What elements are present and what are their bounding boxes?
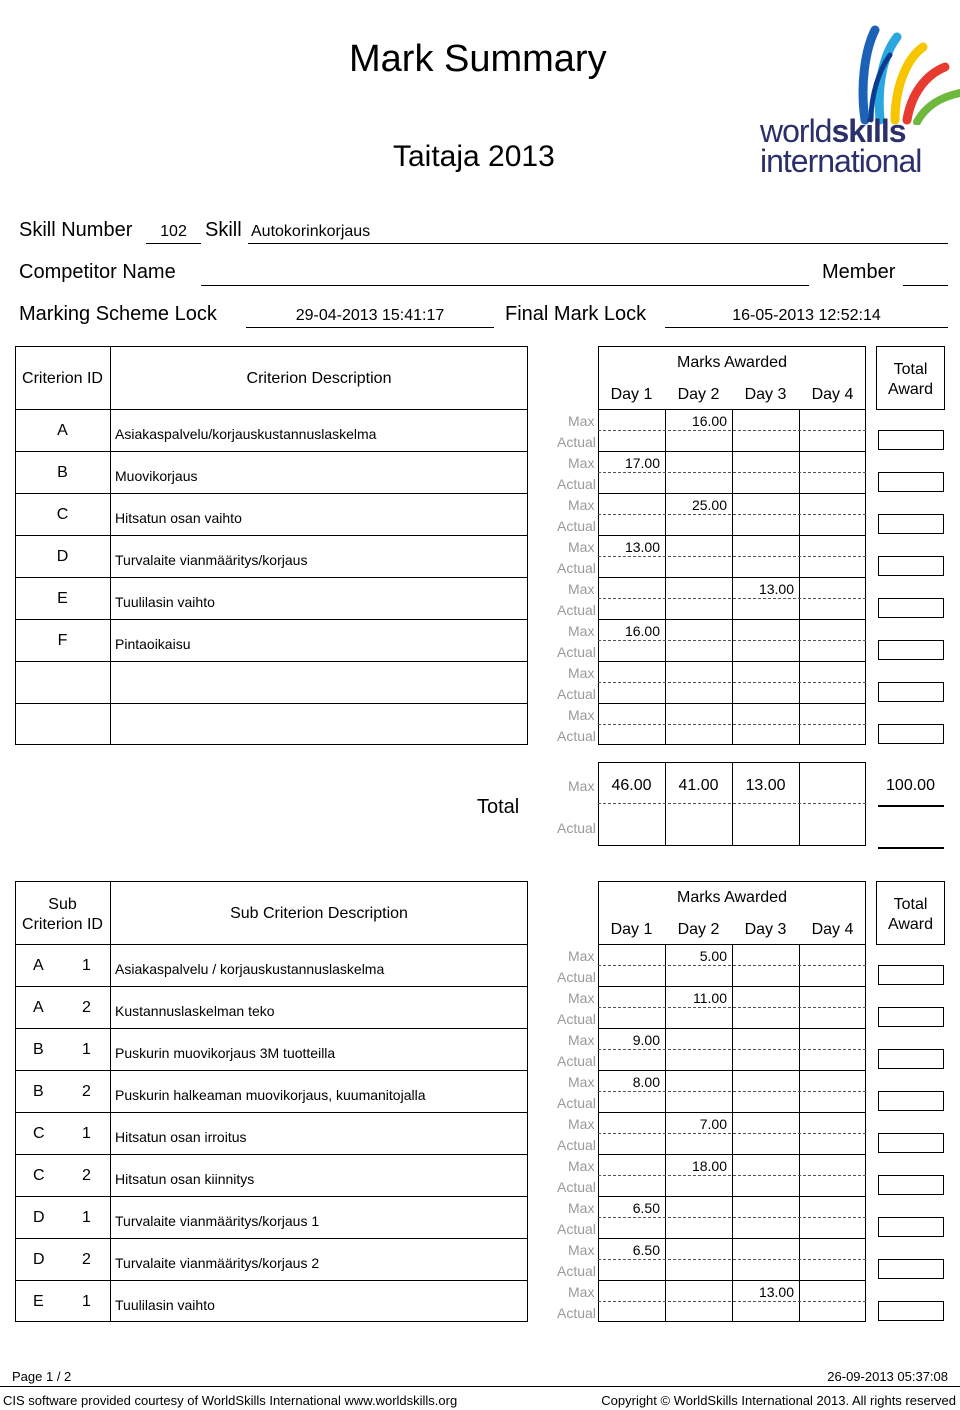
sub-criterion-id-header bbox=[15, 895, 110, 935]
actual-label: Actual bbox=[557, 1011, 596, 1027]
sub-criterion-id-header-line1: Sub bbox=[48, 896, 77, 913]
actual-label: Actual bbox=[557, 728, 596, 744]
competitor-name-label: Competitor Name bbox=[19, 261, 176, 283]
logo-text-world: world bbox=[760, 113, 832, 149]
sub-day-2-header: Day 2 bbox=[677, 921, 720, 938]
day-1-header: Day 1 bbox=[610, 386, 653, 403]
row-id: C bbox=[33, 1125, 45, 1142]
row-description: Puskurin halkeaman muovikorjaus, kuumanitojalla bbox=[115, 1087, 426, 1103]
total-max-label: Max bbox=[568, 778, 595, 794]
row-description: Puskurin muovikorjaus 3M tuotteilla bbox=[115, 1045, 336, 1061]
row-description: Turvalaite vianmääritys/korjaus 1 bbox=[115, 1213, 320, 1229]
row-id-number: 2 bbox=[82, 1167, 91, 1184]
row-id: B bbox=[33, 1083, 44, 1100]
row-id: D bbox=[33, 1251, 45, 1268]
row-description: Hitsatun osan vaihto bbox=[115, 510, 242, 526]
actual-label: Actual bbox=[557, 476, 596, 492]
row-id-number: 1 bbox=[82, 1041, 91, 1058]
total-award-box[interactable] bbox=[878, 1091, 944, 1111]
total-award-header-line2: Award bbox=[887, 381, 934, 398]
max-label: Max bbox=[568, 1200, 595, 1216]
row-description: Turvalaite vianmääritys/korjaus 2 bbox=[115, 1255, 320, 1271]
actual-label: Actual bbox=[557, 1095, 596, 1111]
row-id: E bbox=[57, 590, 68, 607]
actual-label: Actual bbox=[557, 969, 596, 985]
max-label: Max bbox=[568, 1158, 595, 1174]
max-label: Max bbox=[568, 581, 595, 597]
day-3-max-value: 13.00 bbox=[758, 1284, 794, 1300]
total-award-box[interactable] bbox=[878, 1049, 944, 1069]
actual-label: Actual bbox=[557, 1179, 596, 1195]
day-2-max-value: 25.00 bbox=[691, 497, 727, 513]
skill-label: Skill bbox=[205, 219, 242, 241]
row-id: E bbox=[33, 1293, 44, 1310]
row-description: Muovikorjaus bbox=[115, 468, 198, 484]
day-1-max-value: 13.00 bbox=[624, 539, 660, 555]
row-description: Kustannuslaskelman teko bbox=[115, 1003, 275, 1019]
max-label: Max bbox=[568, 497, 595, 513]
row-description: Hitsatun osan kiinnitys bbox=[115, 1171, 255, 1187]
total-award-header-line1: Total bbox=[893, 361, 928, 378]
member-label: Member bbox=[822, 261, 896, 283]
max-label: Max bbox=[568, 1242, 595, 1258]
actual-label: Actual bbox=[557, 1137, 596, 1153]
actual-label: Actual bbox=[557, 686, 596, 702]
max-label: Max bbox=[568, 1074, 595, 1090]
criterion-description-header: Criterion Description bbox=[246, 370, 392, 387]
row-id-number: 2 bbox=[82, 999, 91, 1016]
logo-text-skills: skills bbox=[831, 113, 906, 149]
sub-total-award-header-line2: Award bbox=[887, 916, 934, 933]
row-description: Pintaoikaisu bbox=[115, 636, 191, 652]
sub-day-3-header: Day 3 bbox=[744, 921, 787, 938]
day-2-header: Day 2 bbox=[677, 386, 720, 403]
row-id: D bbox=[56, 548, 69, 565]
day-1-max-value: 6.50 bbox=[632, 1242, 660, 1258]
sub-marks-awarded-header: Marks Awarded bbox=[677, 889, 787, 906]
total-award-box[interactable] bbox=[878, 514, 944, 534]
actual-label: Actual bbox=[557, 1263, 596, 1279]
row-id: B bbox=[33, 1041, 44, 1058]
day-3-header: Day 3 bbox=[744, 386, 787, 403]
day-1-max-value: 9.00 bbox=[632, 1032, 660, 1048]
row-id: C bbox=[56, 506, 69, 523]
row-description: Asiakaspalvelu / korjauskustannuslaskelma bbox=[115, 961, 385, 977]
total-label: Total bbox=[477, 796, 520, 818]
logo-brush-icon bbox=[845, 25, 960, 125]
max-label: Max bbox=[568, 539, 595, 555]
max-label: Max bbox=[568, 948, 595, 964]
row-id: B bbox=[57, 464, 68, 481]
row-description: Asiakaspalvelu/korjauskustannuslaskelma bbox=[115, 426, 377, 442]
total-award-box[interactable] bbox=[878, 472, 944, 492]
total-award-box[interactable] bbox=[878, 682, 944, 702]
skill-number-label: Skill Number bbox=[19, 219, 133, 241]
day-1-max-value: 17.00 bbox=[624, 455, 660, 471]
row-description: Turvalaite vianmääritys/korjaus bbox=[115, 552, 308, 568]
actual-label: Actual bbox=[557, 518, 596, 534]
sub-day-1-header: Day 1 bbox=[610, 921, 653, 938]
day-2-max-value: 7.00 bbox=[699, 1116, 727, 1132]
page-subtitle: Taitaja 2013 bbox=[393, 140, 555, 173]
worldskills-logo bbox=[755, 25, 955, 185]
total-award-box[interactable] bbox=[878, 556, 944, 576]
day-3-max-value: 13.00 bbox=[758, 581, 794, 597]
row-id-number: 2 bbox=[82, 1251, 91, 1268]
row-id-number: 1 bbox=[82, 1125, 91, 1142]
marks-awarded-header: Marks Awarded bbox=[677, 354, 787, 371]
row-id: D bbox=[33, 1209, 45, 1226]
max-label: Max bbox=[568, 413, 595, 429]
criterion-id-header: Criterion ID bbox=[22, 370, 103, 387]
final-mark-lock-label: Final Mark Lock bbox=[505, 303, 647, 325]
row-id: A bbox=[33, 999, 44, 1016]
sub-criterion-id-header-line2: Criterion ID bbox=[22, 916, 103, 933]
total-day-3: 13.00 bbox=[745, 777, 786, 794]
grand-total: 100.00 bbox=[886, 777, 935, 794]
actual-label: Actual bbox=[557, 602, 596, 618]
total-award-box[interactable] bbox=[878, 1301, 944, 1321]
day-2-max-value: 11.00 bbox=[693, 990, 727, 1006]
total-award-box[interactable] bbox=[878, 1259, 944, 1279]
total-award-box[interactable] bbox=[878, 1175, 944, 1195]
day-2-max-value: 5.00 bbox=[699, 948, 727, 964]
sub-criterion-description-header: Sub Criterion Description bbox=[230, 905, 408, 922]
marking-scheme-lock-value: 29-04-2013 15:41:17 bbox=[295, 307, 445, 324]
max-label: Max bbox=[568, 1284, 595, 1300]
actual-label: Actual bbox=[557, 644, 596, 660]
actual-label: Actual bbox=[557, 1221, 596, 1237]
total-award-box[interactable] bbox=[878, 1133, 944, 1153]
max-label: Max bbox=[568, 990, 595, 1006]
actual-label: Actual bbox=[557, 1305, 596, 1321]
actual-label: Actual bbox=[557, 434, 596, 450]
copyright-notice: Copyright © WorldSkills International 2013. All rights reserved bbox=[601, 1393, 956, 1408]
max-label: Max bbox=[568, 707, 595, 723]
max-label: Max bbox=[568, 665, 595, 681]
row-description: Tuulilasin vaihto bbox=[115, 1297, 215, 1313]
max-label: Max bbox=[568, 455, 595, 471]
day-1-max-value: 6.50 bbox=[632, 1200, 660, 1216]
day-1-max-value: 8.00 bbox=[632, 1074, 660, 1090]
total-award-box[interactable] bbox=[878, 430, 944, 450]
row-id: C bbox=[33, 1167, 45, 1184]
final-mark-lock-value: 16-05-2013 12:52:14 bbox=[732, 307, 881, 324]
row-id: A bbox=[57, 422, 68, 439]
total-day-2: 41.00 bbox=[678, 777, 719, 794]
page-title: Mark Summary bbox=[349, 38, 607, 80]
total-award-header bbox=[876, 360, 945, 400]
day-1-max-value: 16.00 bbox=[624, 623, 660, 639]
max-label: Max bbox=[568, 623, 595, 639]
actual-label: Actual bbox=[557, 1053, 596, 1069]
total-day-1: 46.00 bbox=[611, 777, 652, 794]
row-id-number: 1 bbox=[82, 1209, 91, 1226]
logo-text-international: international bbox=[760, 143, 922, 179]
row-description: Tuulilasin vaihto bbox=[115, 594, 215, 610]
day-4-header: Day 4 bbox=[811, 386, 854, 403]
row-id-number: 2 bbox=[82, 1083, 91, 1100]
total-award-box[interactable] bbox=[878, 965, 944, 985]
total-award-box[interactable] bbox=[878, 640, 944, 660]
marking-scheme-lock-label: Marking Scheme Lock bbox=[19, 303, 217, 325]
row-id: F bbox=[57, 632, 68, 649]
total-award-box[interactable] bbox=[878, 598, 944, 618]
print-timestamp: 26-09-2013 05:37:08 bbox=[827, 1369, 948, 1384]
software-credit: CIS software provided courtesy of WorldSkills International www.worldskills.org bbox=[3, 1393, 458, 1408]
total-award-box[interactable] bbox=[878, 1007, 944, 1027]
total-award-box[interactable] bbox=[878, 724, 944, 744]
day-2-max-value: 16.00 bbox=[691, 413, 727, 429]
row-description: Hitsatun osan irroitus bbox=[115, 1129, 247, 1145]
sub-total-award-header-line1: Total bbox=[893, 896, 928, 913]
sub-day-4-header: Day 4 bbox=[811, 921, 854, 938]
actual-label: Actual bbox=[557, 560, 596, 576]
row-id: A bbox=[33, 957, 44, 974]
max-label: Max bbox=[568, 1116, 595, 1132]
max-label: Max bbox=[568, 1032, 595, 1048]
total-award-box[interactable] bbox=[878, 1217, 944, 1237]
day-2-max-value: 18.00 bbox=[691, 1158, 727, 1174]
page-number: Page 1 / 2 bbox=[12, 1369, 72, 1384]
sub-total-award-header bbox=[876, 895, 945, 935]
skill-name-value: Autokorinkorjaus bbox=[251, 223, 371, 240]
skill-number-value: 102 bbox=[160, 223, 187, 240]
total-actual-label: Actual bbox=[557, 820, 596, 836]
row-id-number: 1 bbox=[82, 1293, 91, 1310]
row-id-number: 1 bbox=[82, 957, 91, 974]
